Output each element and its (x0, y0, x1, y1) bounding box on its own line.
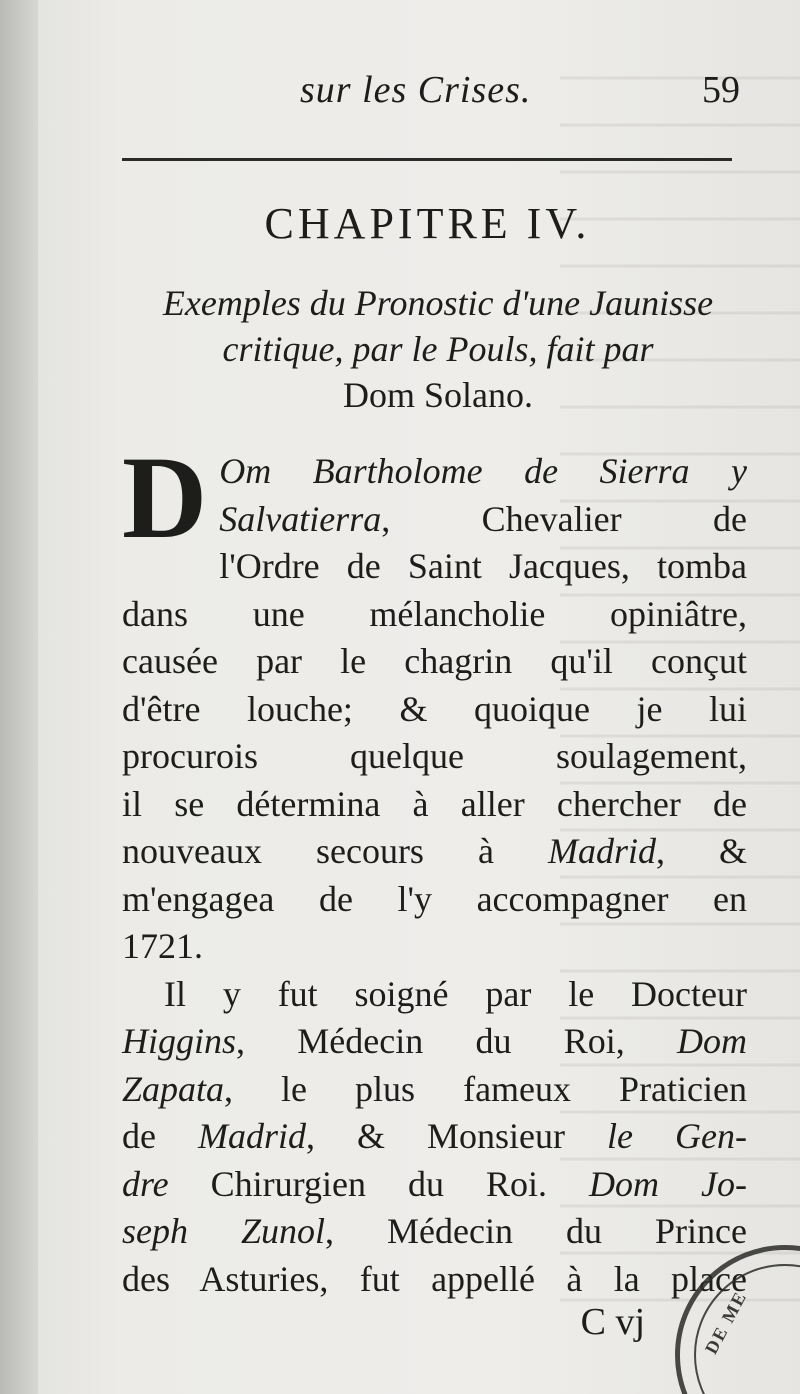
text-line: dre Chirurgien du Roi. Dom Jo- (122, 1163, 747, 1204)
text-line: Om Bartholome de Sierra y (219, 451, 747, 491)
text-line: il se détermina à aller chercher de (122, 783, 747, 824)
page-number: 59 (702, 69, 740, 111)
page-header (120, 68, 740, 118)
header-rule (122, 158, 732, 161)
signature-mark: C vj (580, 1301, 645, 1343)
body-text (122, 432, 747, 1303)
text-line: dans une mélancholie opiniâtre, (122, 593, 747, 634)
drop-cap: D (122, 432, 208, 563)
text-line: Higgins, Médecin du Roi, Dom (122, 1021, 747, 1061)
text-line: causée par le chagrin qu'il conçut (122, 641, 747, 681)
subtitle-line-3: Dom Solano. (342, 375, 533, 415)
text-line: de Madrid, & Monsieur le Gen- (122, 1116, 747, 1156)
running-title: sur les Crises. (300, 69, 532, 111)
chapter-title: CHAPITRE IV. (264, 199, 591, 248)
text-line: procurois quelque soulagement, (122, 736, 747, 776)
text-line: des Asturies, fut appellé à la place (122, 1258, 747, 1299)
text-line: l'Ordre de Saint Jacques, tomba (219, 546, 747, 586)
subtitle-line-1: Exemples du Pronostic d'une Jaunisse (162, 283, 714, 323)
text-line: Salvatierra, Chevalier de (219, 498, 747, 539)
stamp-text: DE ME (700, 1287, 751, 1358)
text-line: Zapata, le plus fameux Praticien (122, 1068, 747, 1109)
text-line: m'engagea de l'y accompagner en (122, 878, 747, 919)
text-line: nouveaux secours à Madrid, & (122, 831, 747, 871)
text-line: Il y fut soigné par le Docteur (164, 973, 747, 1014)
text-line: 1721. (122, 926, 203, 966)
chapter-subtitle (118, 280, 758, 418)
text-line: seph Zunol, Médecin du Prince (122, 1211, 747, 1251)
text-line: d'être louche; & quoique je lui (122, 688, 747, 729)
subtitle-line-2: critique, par le Pouls, fait par (222, 329, 654, 369)
